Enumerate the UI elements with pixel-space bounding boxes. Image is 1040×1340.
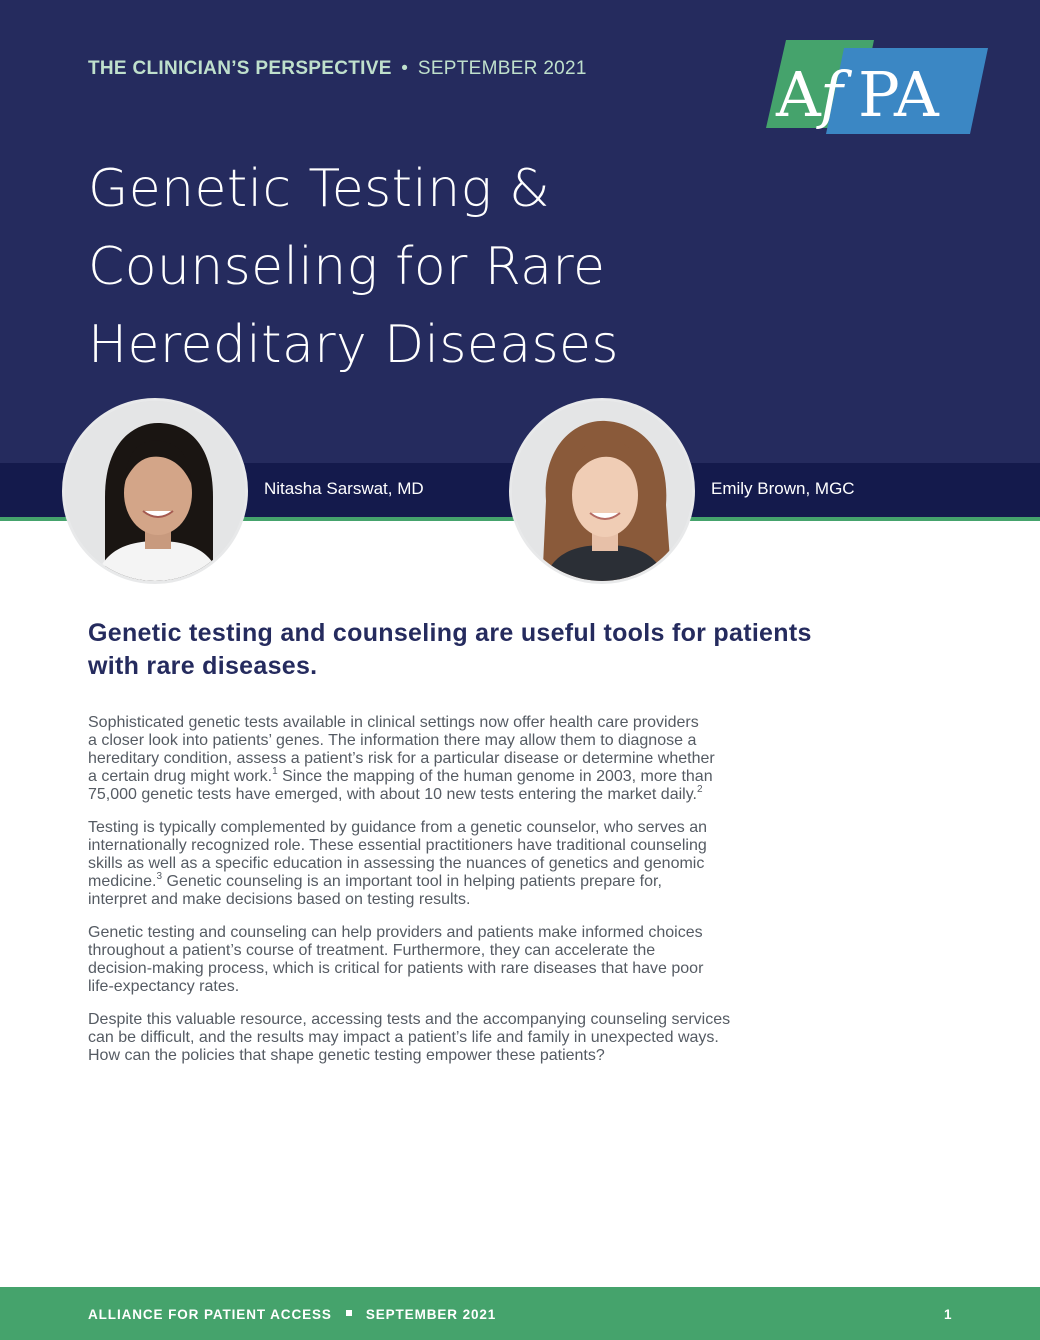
author-photo — [62, 398, 248, 584]
text-line: skills as well as a specific education in assessing the nuances of genetics and genomic — [88, 855, 705, 872]
lede-line: Genetic testing and counseling are useful tools for patients — [88, 619, 812, 647]
title-line: Counseling for Rare — [88, 237, 606, 297]
kicker — [88, 58, 587, 80]
footer-date: SEPTEMBER 2021 — [365, 1307, 497, 1322]
text-line: How can the policies that shape genetic testing empower these patients? — [88, 1047, 605, 1064]
text-line: medicine.$^3$ Genetic counseling is an important tool in helping patients prepare for, — [88, 871, 662, 890]
author-name: Emily Brown, MGC — [711, 479, 855, 498]
text-line: can be difficult, and the results may impact a patient’s life and family in unexpected ways. — [88, 1029, 719, 1046]
series-label: THE CLINICIAN’S PERSPECTIVE — [88, 58, 392, 79]
lede-heading — [88, 617, 968, 683]
separator: • — [401, 58, 409, 79]
text-line: interpret and make decisions based on testing results. — [88, 891, 471, 908]
author-photo — [509, 398, 695, 584]
svg-text:f: f — [820, 58, 843, 131]
text-line: life-expectancy rates. — [88, 978, 240, 995]
title-line: Hereditary Diseases — [88, 315, 619, 375]
text-line: hereditary condition, assess a patient’s risk for a particular disease or determine whether — [88, 750, 715, 767]
title-line: Genetic Testing & — [88, 159, 551, 219]
text-line: Sophisticated genetic tests available in clinical settings now offer health care providers — [88, 714, 699, 731]
svg-text:PA: PA — [858, 58, 939, 131]
page-number: 1 — [944, 1307, 952, 1322]
article-body — [88, 699, 968, 1080]
footnote-ref: 3 — [156, 871, 163, 882]
afpa-logo — [762, 38, 990, 134]
footnote-ref: 1 — [272, 766, 278, 777]
issue-date: SEPTEMBER 2021 — [417, 58, 587, 79]
footer-org: ALLIANCE FOR PATIENT ACCESS — [88, 1307, 332, 1322]
page-title — [88, 150, 748, 384]
text-line: Despite this valuable resource, accessing tests and the accompanying counseling services — [88, 1011, 731, 1028]
page-footer — [0, 1287, 1040, 1340]
text-line: throughout a patient’s course of treatment. Furthermore, they can accelerate the — [88, 942, 656, 959]
text-line: 75,000 genetic tests have emerged, with about 10 new tests entering the market daily.$^2$ — [88, 784, 703, 803]
author-name: Nitasha Sarswat, MD — [264, 479, 424, 498]
footnote-ref: 2 — [696, 784, 703, 795]
text-line: a closer look into patients’ genes. The information there may allow them to diagnose a — [88, 732, 697, 749]
text-line: internationally recognized role. These essential practitioners have traditional counseling — [88, 837, 707, 854]
text-line: Genetic testing and counseling can help providers and patients make informed choices — [88, 924, 703, 941]
text-line: Testing is typically complemented by guidance from a genetic counselor, who serves an — [88, 819, 707, 836]
svg-text:A: A — [776, 58, 821, 131]
text-line: a certain drug might work.$^1$ Since the mapping of the human genome in 2003, more than — [88, 766, 713, 785]
footer-label — [88, 1307, 496, 1322]
text-line: decision-making process, which is critical for patients with rare diseases that have poor — [88, 960, 704, 977]
lede-line: with rare diseases. — [88, 652, 318, 680]
square-bullet-icon — [346, 1310, 352, 1316]
